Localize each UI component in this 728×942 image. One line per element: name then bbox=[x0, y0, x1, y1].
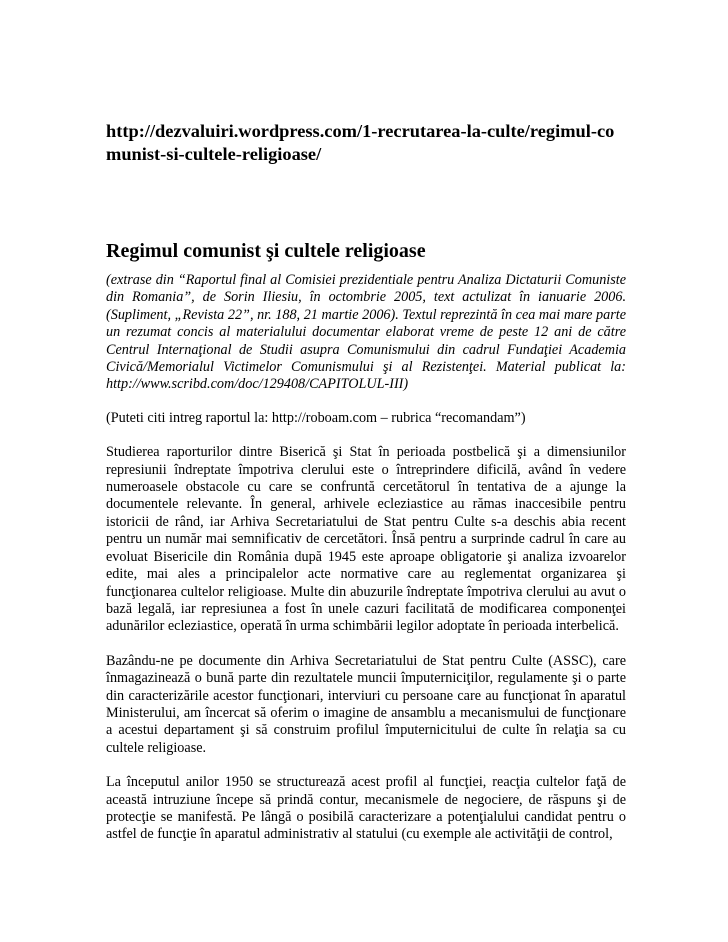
document-title: Regimul comunist şi cultele religioase bbox=[106, 240, 426, 262]
document-page bbox=[106, 120, 626, 844]
body-paragraph-3: La începutul anilor 1950 se structurează acest profil al funcţiei, reacţia cultelor faţă de această intruziune începe să prindă contur, mecanismele de negociere, de răspuns şi de protecţie se manifestă. Pe lângă o posibilă caracterizare a potenţialului candidat pentru o astfel de funcţie în aparatul administrativ al statului (cu exemple ale activităţii de control, bbox=[106, 774, 626, 843]
intro-paragraph: (extrase din “Raportul final al Comisiei prezidentiale pentru Analiza Dictaturii Comuniste din Romania”, de Sorin Iliesiu, în octombrie 2005, text actulizat în ianuarie 2006. (Supliment, „Revista 22”, nr. 188, 21 martie 2006). Textul reprezintă în cea mai mare parte un rezumat concis al materialului documentar elaborat vreme de peste 12 ani de către Centrul Internaţional de Studii asupra Comunismului din cadrul Fundaţiei Academia Civică/Memorialul Victimelor Comunismului şi al Rezistenţei. Material publicat la: http://www.scribd.com/doc/129408/CAPITOLUL-III) bbox=[106, 272, 626, 393]
body-paragraph-1: Studierea raporturilor dintre Biserică şi Stat în perioada postbelică şi a dimensiunilor represiunii îndreptate împotriva clerului este o întreprindere dificilă, având în vedere numeroasele obstacole cu care se confruntă cercetătorul în tentativa de a ajunge la documentele relevante. În general, arhivele ecleziastice au rămas inaccesibile pentru istoricii de rând, iar Arhiva Secretariatului de Stat pentru Culte s-a deschis abia recent pentru un număr mai semnificativ de cercetători. Însă pentru a surprinde cadrul în care au evoluat Bisericile din România după 1945 este aproape obligatorie şi analiza izvoarelor edite, mai ales a principalelor acte normative care au reglementat organizarea şi funcţionarea cultelor religioase. Multe din abuzurile îndreptate împotriva clerului au avut o bază legală, iar represiunea a fost în unele cazuri facilitată de modificarea componenţei adunărilor ecleziastice, operată în urma schimbării legilor adoptate în perioada interbelică. bbox=[106, 444, 626, 635]
report-note: (Puteti citi intreg raportul la: http://roboam.com – rubrica “recomandam”) bbox=[106, 409, 526, 426]
source-url-heading: http://dezvaluiri.wordpress.com/1-recrutarea-la-culte/regimul-comunist-si-cultele-religioase/ bbox=[106, 121, 615, 164]
body-paragraph-2: Bazându-ne pe documente din Arhiva Secretariatului de Stat pentru Culte (ASSC), care înmagazinează o bună parte din rezultatele muncii împuterniciţilor, regulamente şi o parte din caracterizările acestor funcţionari, interviuri cu persoane care au funcţionat în aparatul Ministerului, am încercat să oferim o imagine de ansamblu a mecanismului de funcţionare a acestui departament şi să construim profilul împuternicitului de culte în relaţia sa cu cultele religioase. bbox=[106, 652, 626, 756]
